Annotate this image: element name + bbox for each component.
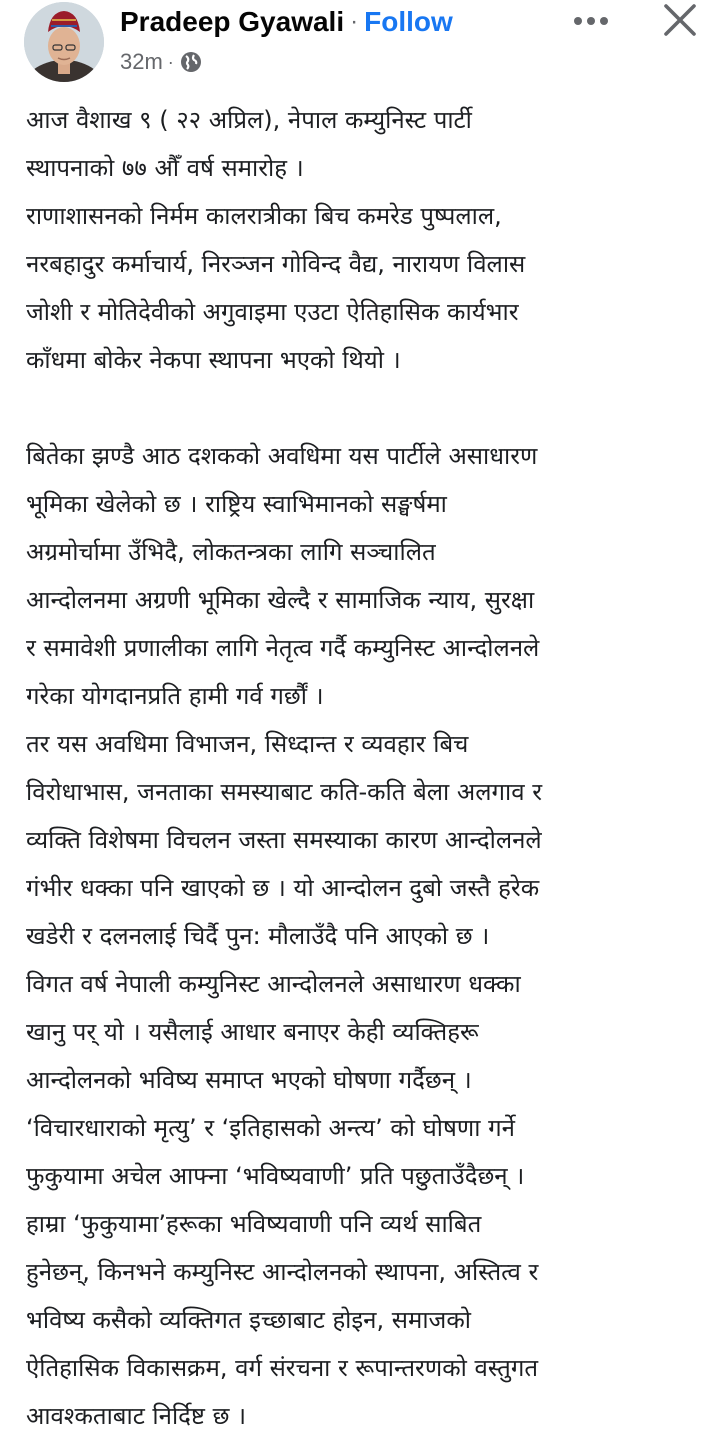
separator-dot: · bbox=[167, 51, 174, 72]
post-text-line: गंभीर धक्का पनि खाएको छ । यो आन्दोलन दुबो जस्तै हरेक bbox=[26, 874, 540, 902]
post-text bbox=[26, 96, 710, 1440]
post-text-line: भविष्य कसैको व्यक्तिगत इच्छाबाट होइन, समाजको bbox=[26, 1306, 472, 1334]
post-text-line: तर यस अवधिमा विभाजन, सिध्दान्त र व्यवहार बिच bbox=[26, 730, 469, 758]
post-text-line: अग्रमोर्चामा उँभिदै, लोकतन्त्रका लागि सञ्चालित bbox=[26, 538, 436, 566]
post-meta bbox=[120, 46, 203, 78]
more-options-icon bbox=[571, 15, 611, 27]
avatar[interactable] bbox=[24, 2, 104, 82]
follow-button[interactable]: Follow bbox=[364, 6, 453, 37]
post-header bbox=[0, 0, 720, 92]
post-text-line: आन्दोलनमा अग्रणी भूमिका खेल्दै र सामाजिक न्याय, सुरक्षा bbox=[26, 586, 535, 614]
author-line bbox=[120, 2, 453, 42]
author-name[interactable]: Pradeep Gyawali bbox=[120, 6, 345, 37]
post-text-line: गरेका योगदानप्रति हामी गर्व गर्छौं । bbox=[26, 682, 324, 710]
post-text-line: विरोधाभास, जनताका समस्याबाट कति-कति बेला अलगाव र bbox=[26, 778, 543, 806]
close-button[interactable] bbox=[656, 0, 704, 40]
post-text-line: हुनेछन्, किनभने कम्युनिस्ट आन्दोलनको स्थापना, अस्तित्व र bbox=[26, 1258, 539, 1286]
post-text-line: फुकुयामा अचेल आफ्ना ‘भविष्यवाणी’ प्रति पछुताउँदैछन् । bbox=[26, 1162, 525, 1190]
post-text-line: आन्दोलनको भविष्य समाप्त भएको घोषणा गर्दैछन् । bbox=[26, 1066, 472, 1094]
more-options-button[interactable] bbox=[568, 4, 614, 38]
post-text-line: स्थापनाको ७७ औँ वर्ष समारोह । bbox=[26, 154, 304, 182]
post-text-line: विगत वर्ष नेपाली कम्युनिस्ट आन्दोलनले असाधारण धक्का bbox=[26, 970, 521, 998]
paragraph-gap bbox=[26, 384, 710, 432]
post-text-line: आवश्कताबाट निर्दिष्ट छ । bbox=[26, 1402, 247, 1430]
post-text-line: नरबहादुर कर्माचार्य, निरञ्जन गोविन्द वैद्य, नारायण विलास bbox=[26, 250, 526, 278]
post-text-line: आज वैशाख ९ ( २२ अप्रिल), नेपाल कम्युनिस्ट पार्टी bbox=[26, 106, 472, 134]
globe-icon bbox=[179, 50, 203, 74]
profile-photo bbox=[24, 2, 104, 82]
post-paragraph bbox=[26, 96, 710, 384]
post-text-line: हाम्रा ‘फुकुयामा’हरूका भविष्यवाणी पनि व्यर्थ साबित bbox=[26, 1210, 482, 1238]
post-text-line: जोशी र मोतिदेवीको अगुवाइमा एउटा ऐतिहासिक कार्यभार bbox=[26, 298, 519, 326]
post-text-line: खडेरी र दलनलाई चिर्दै पुन: मौलाउँदै पनि आएको छ । bbox=[26, 922, 490, 950]
post-text-line: र समावेशी प्रणालीका लागि नेतृत्व गर्दै कम्युनिस्ट आन्दोलनले bbox=[26, 634, 540, 662]
post-text-line: बितेका झण्डै आठ दशकको अवधिमा यस पार्टीले असाधारण bbox=[26, 442, 538, 470]
post-text-line: ‘विचारधाराको मृत्यु’ र ‘इतिहासको अन्त्य’ को घोषणा गर्ने bbox=[26, 1114, 515, 1142]
separator-dot: · bbox=[350, 8, 359, 35]
post-text-line: राणाशासनको निर्मम कालरात्रीका बिच कमरेड पुष्पलाल, bbox=[26, 202, 502, 230]
close-icon bbox=[663, 3, 697, 37]
post-text-line: भूमिका खेलेको छ । राष्ट्रिय स्वाभिमानको सङ्घर्षमा bbox=[26, 490, 447, 518]
post-text-line: काँधमा बोकेर नेकपा स्थापना भएको थियो । bbox=[26, 346, 401, 374]
post-text-line: व्यक्ति विशेषमा विचलन जस्ता समस्याका कारण आन्दोलनले bbox=[26, 826, 542, 854]
post-timestamp[interactable]: 32m bbox=[120, 49, 163, 74]
post-text-line: ऐतिहासिक विकासक्रम, वर्ग संरचना र रूपान्तरणको वस्तुगत bbox=[26, 1354, 539, 1382]
post-paragraph bbox=[26, 432, 710, 1440]
post-text-line: खानु पर् यो । यसैलाई आधार बनाएर केही व्यक्तिहरू bbox=[26, 1018, 479, 1046]
